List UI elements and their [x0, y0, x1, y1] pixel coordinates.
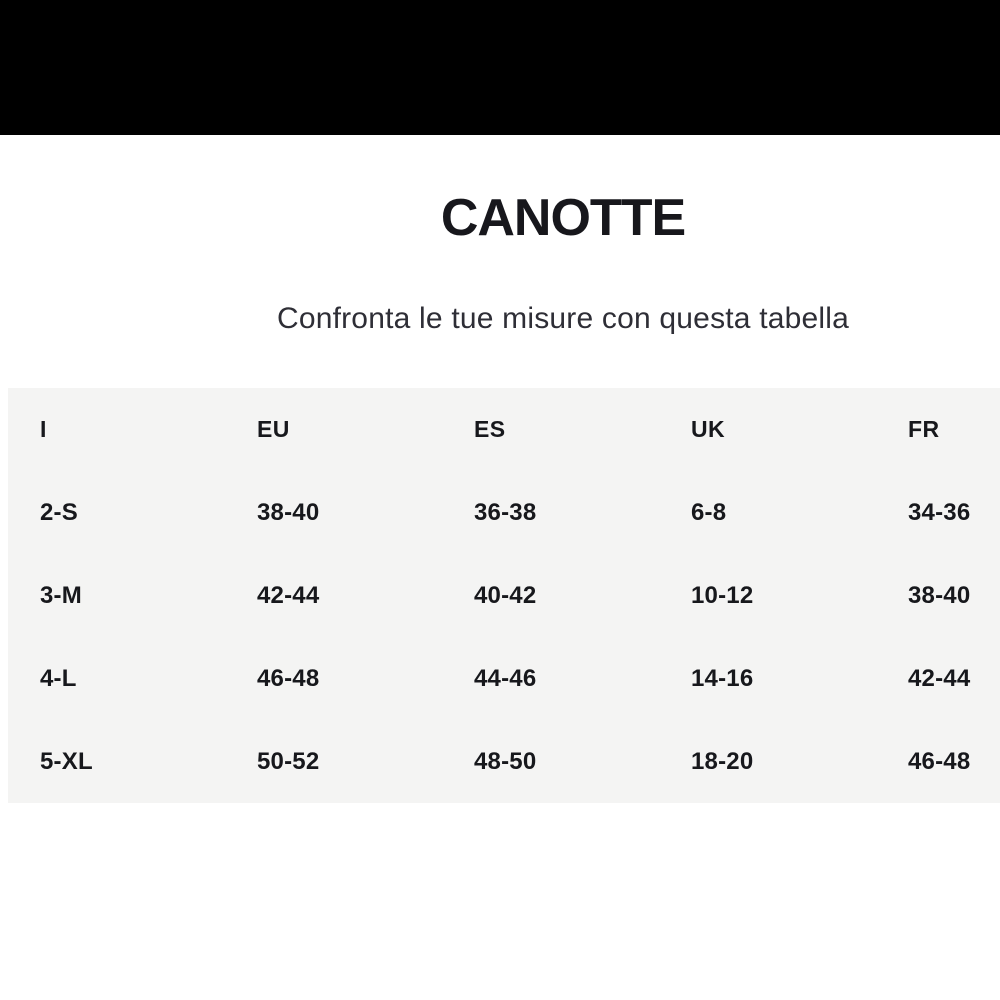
table-cell: 2-S — [40, 498, 78, 526]
table-cell: 18-20 — [691, 747, 754, 775]
table-cell: 6-8 — [691, 498, 727, 526]
table-row — [40, 554, 1000, 637]
table-cell: 46-48 — [908, 747, 971, 775]
table-cell: 5-XL — [40, 747, 93, 775]
table-cell: 50-52 — [257, 747, 320, 775]
table-header-row — [40, 388, 1000, 471]
table-cell: 38-40 — [908, 581, 971, 609]
table-cell: 36-38 — [474, 498, 537, 526]
table-cell: 3-M — [40, 581, 82, 609]
table-cell: 46-48 — [257, 664, 320, 692]
table-cell: 14-16 — [691, 664, 754, 692]
table-row — [40, 720, 1000, 803]
header-cell-fr: FR — [908, 416, 940, 442]
top-banner — [0, 0, 1000, 135]
table-row — [40, 471, 1000, 554]
table-cell: 42-44 — [257, 581, 320, 609]
header-cell-uk: UK — [691, 416, 726, 442]
table-cell: 38-40 — [257, 498, 320, 526]
table-cell: 48-50 — [474, 747, 537, 775]
table-cell: 44-46 — [474, 664, 537, 692]
header-cell-i: I — [40, 416, 47, 442]
table-cell: 4-L — [40, 664, 77, 692]
header-cell-eu: EU — [257, 416, 290, 442]
table-row — [40, 637, 1000, 720]
page-title: CANOTTE — [440, 189, 686, 247]
page-subtitle: Confronta le tue misure con questa tabella — [276, 302, 850, 335]
table-cell: 34-36 — [908, 498, 971, 526]
table-cell: 10-12 — [691, 581, 754, 609]
table-cell: 42-44 — [908, 664, 971, 692]
size-table — [8, 388, 1000, 803]
table-cell: 40-42 — [474, 581, 537, 609]
header-cell-es: ES — [474, 416, 506, 442]
